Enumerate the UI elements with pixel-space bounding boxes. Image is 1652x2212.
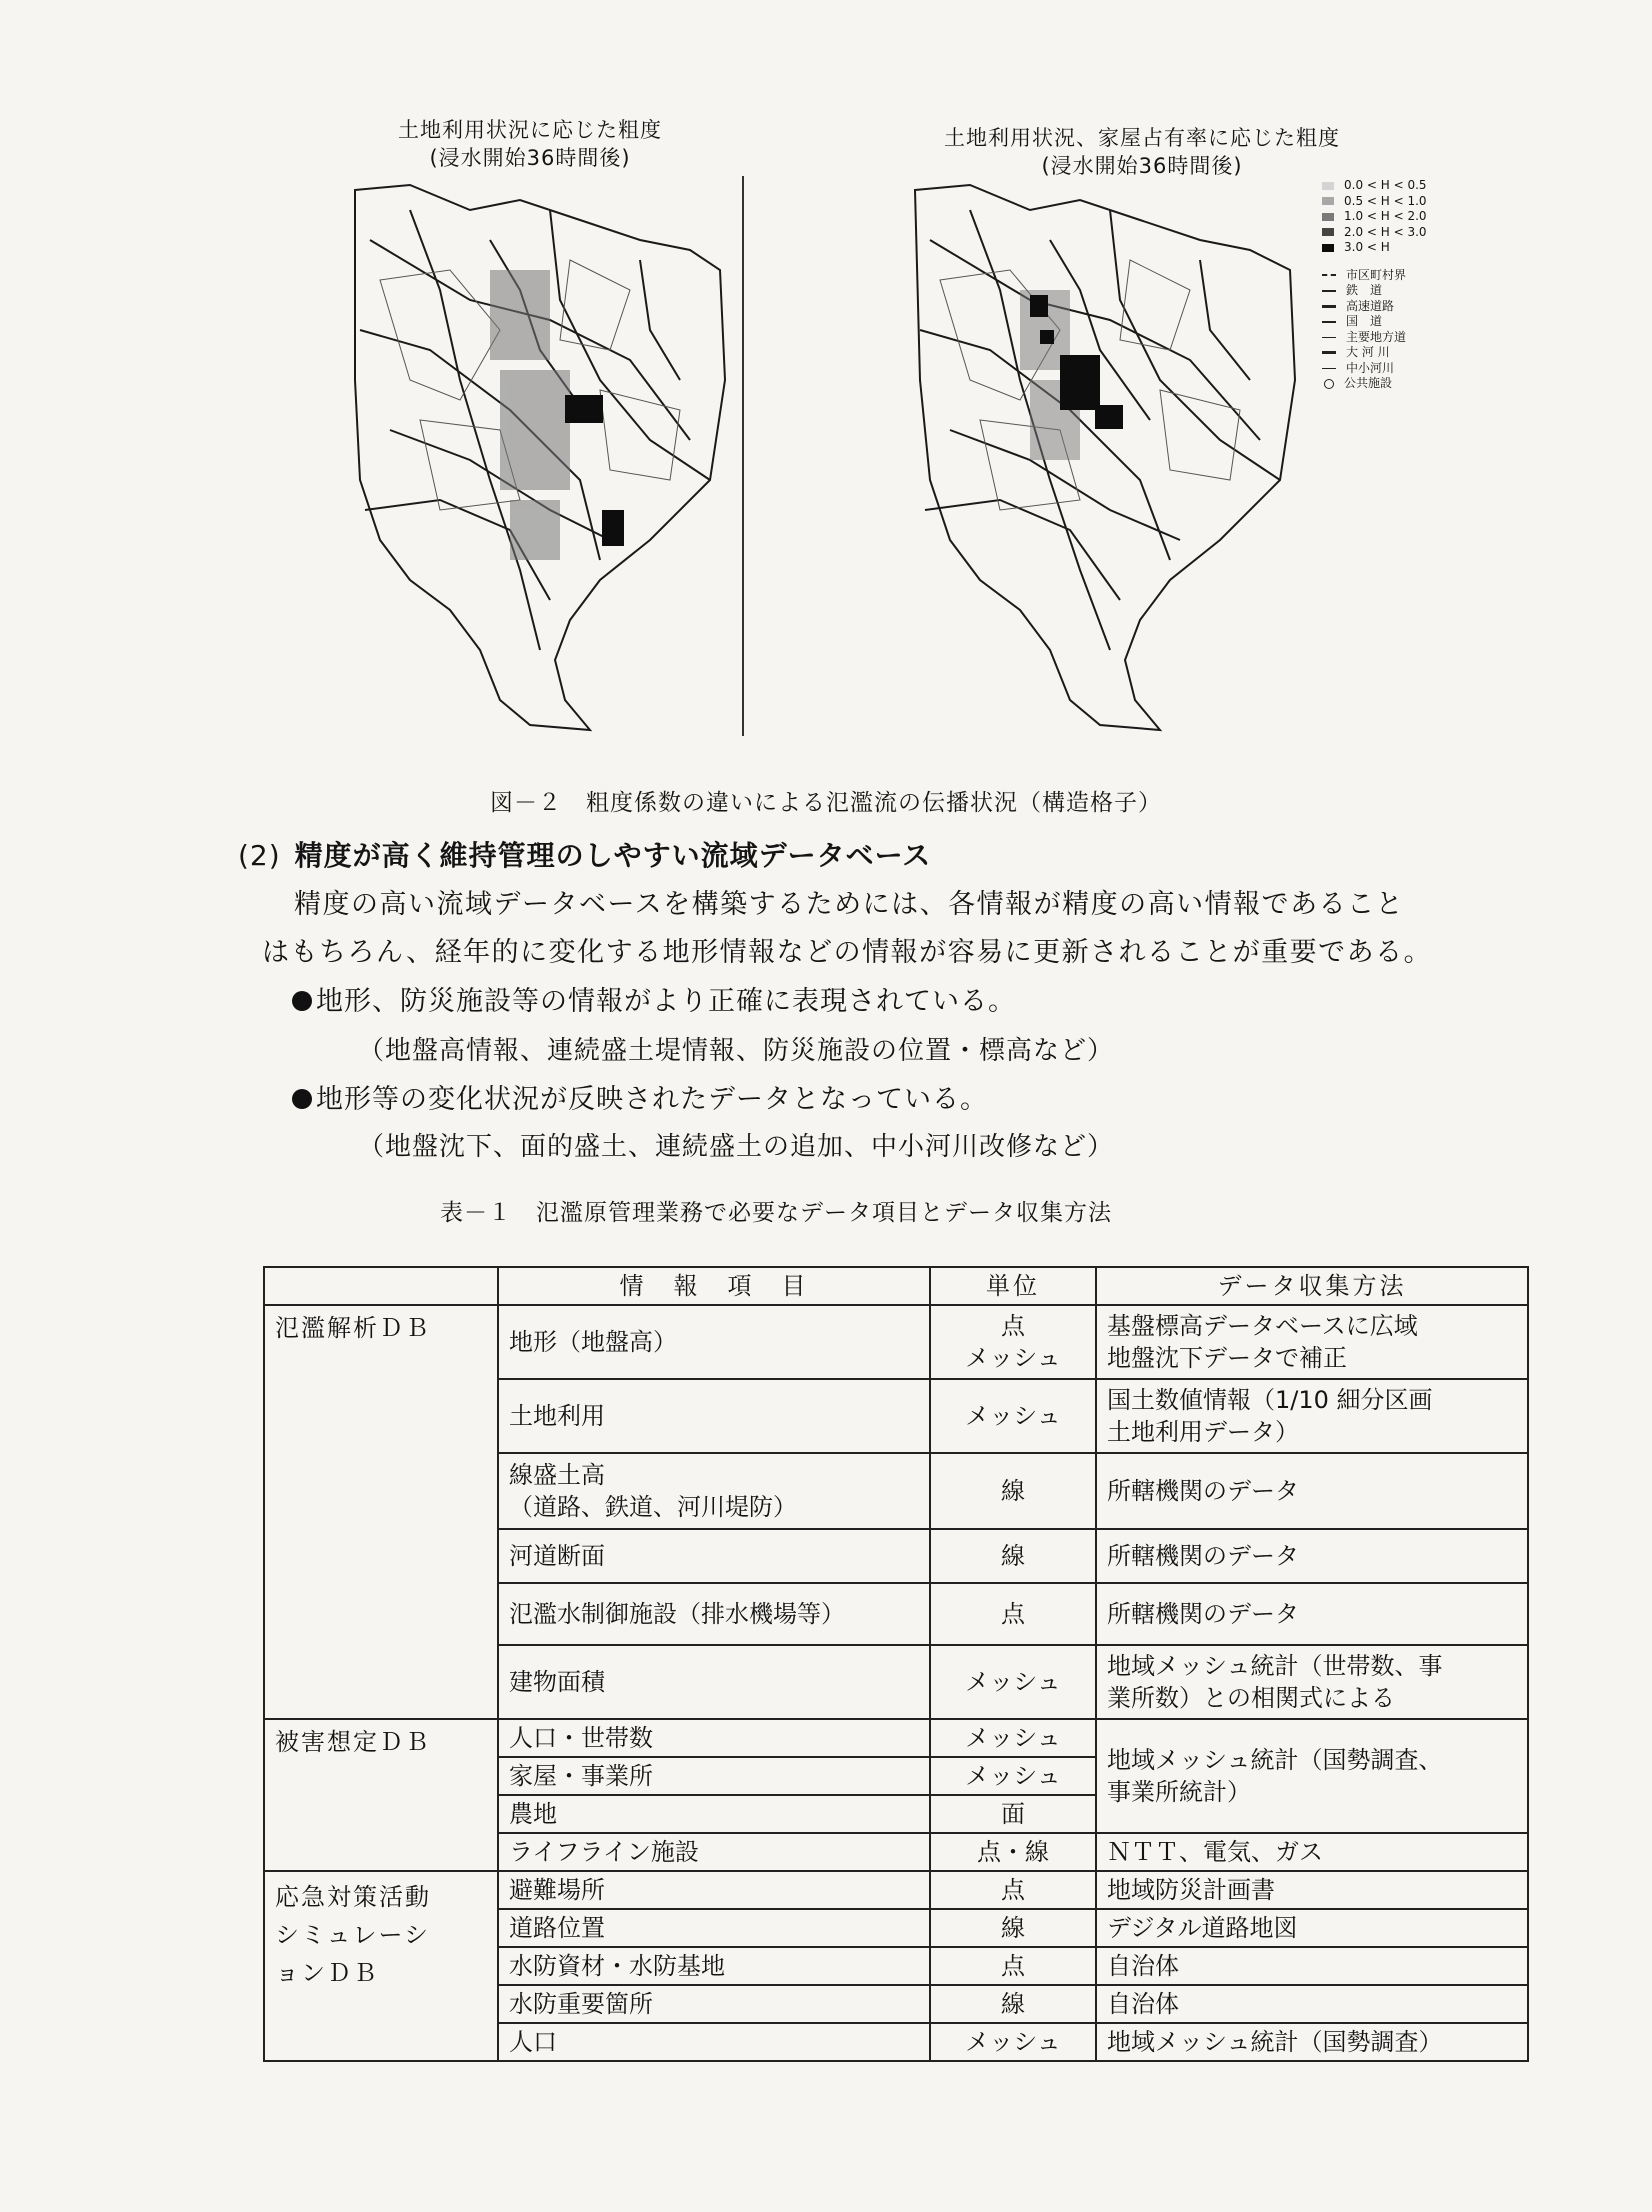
unit-cell: 点: [930, 1871, 1096, 1909]
left-map-deep-flood: [602, 510, 624, 546]
depth-swatch: [1322, 244, 1334, 252]
table-caption: 表－１ 氾濫原管理業務で必要なデータ項目とデータ収集方法: [440, 1200, 1112, 1226]
method-cell: 自治体: [1096, 1947, 1528, 1985]
unit-cell: 面: [930, 1795, 1096, 1833]
method-cell: ＮＴＴ、電気、ガス: [1096, 1833, 1528, 1871]
item-cell: 土地利用: [498, 1379, 930, 1453]
left-map-title: [360, 116, 700, 172]
table-row: [264, 1719, 1528, 1757]
unit-cell: 線: [930, 1453, 1096, 1529]
item-cell: 水防重要箇所: [498, 1985, 930, 2023]
bullet-text: 地形、防災施設等の情報がより正確に表現されている。: [316, 986, 1016, 1017]
bullet-text: 地形等の変化状況が反映されたデータとなっている。: [316, 1084, 988, 1115]
method-cell: 自治体: [1096, 1985, 1528, 2023]
bullet-icon: [292, 991, 312, 1011]
left-map-boundary: [560, 260, 630, 350]
line-swatch: [1322, 321, 1336, 323]
item-cell: 氾濫水制御施設（排水機場等）: [498, 1583, 930, 1645]
legend-depth-label: 0.0 < H < 0.5: [1344, 178, 1427, 192]
unit-cell: 線: [930, 1529, 1096, 1583]
table-header-cell: 単位: [930, 1267, 1096, 1305]
legend-line-label: 国 道: [1346, 314, 1383, 328]
left-map-road: [640, 260, 680, 380]
unit-cell: メッシュ: [930, 1757, 1096, 1795]
table-row: [264, 1305, 1528, 1379]
table-header-cell: [264, 1267, 498, 1305]
unit-cell: 点 メッシュ: [930, 1305, 1096, 1379]
legend-depth-row: [1322, 225, 1427, 241]
legend-depth-row: [1322, 194, 1427, 210]
depth-swatch: [1322, 197, 1334, 205]
item-cell: 建物面積: [498, 1645, 930, 1719]
paragraph-line: 精度の高い流域データベースを構築するためには、各情報が精度の高い情報であること: [294, 889, 1405, 920]
item-cell: 道路位置: [498, 1909, 930, 1947]
unit-cell: 点: [930, 1583, 1096, 1645]
method-cell: 地域防災計画書: [1096, 1871, 1528, 1909]
item-cell: 農地: [498, 1795, 930, 1833]
line-swatch: [1322, 305, 1336, 308]
bullet-item: [292, 979, 1016, 1018]
legend-line-label: 中小河川: [1346, 360, 1395, 375]
item-cell: 避難場所: [498, 1871, 930, 1909]
method-cell: 地域メッシュ統計（世帯数、事 業所数）との相関式による: [1096, 1645, 1528, 1719]
legend-line-row: [1322, 299, 1427, 315]
unit-cell: メッシュ: [930, 1645, 1096, 1719]
item-cell: 家屋・事業所: [498, 1757, 930, 1795]
right-map-title-line2: (浸水開始36時間後): [1041, 154, 1243, 178]
right-map-road: [925, 500, 1120, 600]
map-legend: [1322, 178, 1427, 392]
legend-depth-row: [1322, 178, 1427, 194]
right-map-deep-flood: [1095, 405, 1123, 429]
category-cell: 応急対策活動 シミュレーシ ョンＤＢ: [264, 1871, 498, 2061]
unit-cell: 点: [930, 1947, 1096, 1985]
method-cell: 所轄機関のデータ: [1096, 1453, 1528, 1529]
right-map-deep-flood: [1030, 295, 1048, 317]
unit-cell: 線: [930, 1909, 1096, 1947]
right-map-boundary: [1120, 260, 1190, 350]
left-map-flood-zone: [510, 500, 560, 560]
legend-line-label: 市区町村界: [1346, 267, 1407, 282]
line-swatch: [1322, 274, 1336, 276]
method-cell: 基盤標高データベースに広域 地盤沈下データで補正: [1096, 1305, 1528, 1379]
line-swatch: [1322, 351, 1336, 354]
right-map-title-line1: 土地利用状況、家屋占有率に応じた粗度: [944, 126, 1340, 150]
legend-depth-row: [1322, 209, 1427, 225]
method-cell: 所轄機関のデータ: [1096, 1529, 1528, 1583]
method-cell: 所轄機関のデータ: [1096, 1583, 1528, 1645]
bullet-icon: [292, 1089, 312, 1109]
right-map-deep-flood: [1040, 330, 1054, 344]
item-cell: 地形（地盤高）: [498, 1305, 930, 1379]
left-flood-map: [350, 180, 730, 740]
item-cell: 河道断面: [498, 1529, 930, 1583]
left-map-boundary: [600, 390, 680, 480]
left-map-deep-flood: [565, 395, 603, 423]
section-heading: [238, 834, 931, 874]
legend-line-label: 高速道路: [1346, 298, 1395, 313]
bullet-sub-item: （地盤沈下、面的盛土、連続盛土の追加、中小河川改修など）: [358, 1132, 1115, 1162]
data-table: [263, 1266, 1529, 2062]
unit-cell: 線: [930, 1985, 1096, 2023]
right-map-road: [1200, 260, 1250, 380]
table-header-cell: データ収集方法: [1096, 1267, 1528, 1305]
item-cell: ライフライン施設: [498, 1833, 930, 1871]
figure-caption: 図－２ 粗度係数の違いによる氾濫流の伝播状況（構造格子）: [490, 790, 1162, 816]
line-swatch: [1322, 337, 1336, 338]
right-map-outline: [915, 185, 1295, 730]
legend-line-row: [1322, 268, 1427, 284]
legend-line-row: [1322, 314, 1427, 330]
table-header-row: [264, 1267, 1528, 1305]
legend-depth-row: [1322, 240, 1427, 256]
line-swatch: [1322, 368, 1336, 369]
line-swatch: [1322, 290, 1336, 292]
method-cell: 地域メッシュ統計（国勢調査）: [1096, 2023, 1528, 2061]
depth-swatch: [1322, 182, 1334, 190]
section-title: 精度が高く維持管理のしやすい流域データベース: [294, 839, 932, 872]
legend-depth-label: 3.0 < H: [1344, 240, 1390, 254]
item-cell: 人口: [498, 2023, 930, 2061]
legend-line-row: [1322, 330, 1427, 346]
item-cell: 水防資材・水防基地: [498, 1947, 930, 1985]
left-map-title-line1: 土地利用状況に応じた粗度: [398, 118, 662, 142]
method-cell: デジタル道路地図: [1096, 1909, 1528, 1947]
legend-line-row: [1322, 361, 1427, 377]
left-map-road: [550, 210, 710, 480]
legend-line-label: 大 河 川: [1346, 345, 1390, 359]
right-map-deep-flood: [1060, 355, 1100, 410]
legend-line-row: [1322, 283, 1427, 299]
method-cell: 国土数値情報（1/10 細分区画 土地利用データ）: [1096, 1379, 1528, 1453]
bullet-item: [292, 1077, 988, 1116]
left-map-flood-zone: [500, 370, 570, 490]
legend-line-label: 公共施設: [1344, 376, 1393, 390]
legend-line-row: [1322, 345, 1427, 361]
unit-cell: 点・線: [930, 1833, 1096, 1871]
legend-depth-label: 1.0 < H < 2.0: [1344, 209, 1427, 223]
depth-swatch: [1322, 228, 1334, 236]
legend-depth-label: 2.0 < H < 3.0: [1344, 224, 1427, 239]
item-cell: 線盛土高 （道路、鉄道、河川堤防）: [498, 1453, 930, 1529]
legend-line-row: [1322, 376, 1427, 392]
legend-line-label: 主要地方道: [1346, 329, 1407, 344]
right-flood-map: [910, 180, 1300, 740]
legend-line-label: 鉄 道: [1346, 283, 1383, 297]
left-map-title-line2: (浸水開始36時間後): [429, 146, 631, 170]
paragraph-line: はもちろん、経年的に変化する地形情報などの情報が容易に更新されることが重要である。: [262, 937, 1433, 968]
method-cell: 地域メッシュ統計（国勢調査、 事業所統計）: [1096, 1719, 1528, 1833]
table-row: [264, 1871, 1528, 1909]
table-header-cell: 情 報 項 目: [498, 1267, 930, 1305]
category-cell: 氾濫解析ＤＢ: [264, 1305, 498, 1719]
item-cell: 人口・世帯数: [498, 1719, 930, 1757]
right-map-road: [1110, 210, 1280, 480]
unit-cell: メッシュ: [930, 1379, 1096, 1453]
legend-depth-label: 0.5 < H < 1.0: [1344, 193, 1427, 208]
depth-swatch: [1322, 213, 1334, 221]
bullet-sub-item: （地盤高情報、連続盛土堤情報、防災施設の位置・標高など）: [358, 1036, 1115, 1066]
right-map-title: [902, 124, 1382, 180]
unit-cell: メッシュ: [930, 2023, 1096, 2061]
left-map-flood-zone: [490, 270, 550, 360]
circle-icon: [1324, 379, 1334, 389]
figure-divider: [742, 176, 744, 736]
unit-cell: メッシュ: [930, 1719, 1096, 1757]
section-number: (2): [238, 839, 281, 872]
category-cell: 被害想定ＤＢ: [264, 1719, 498, 1871]
